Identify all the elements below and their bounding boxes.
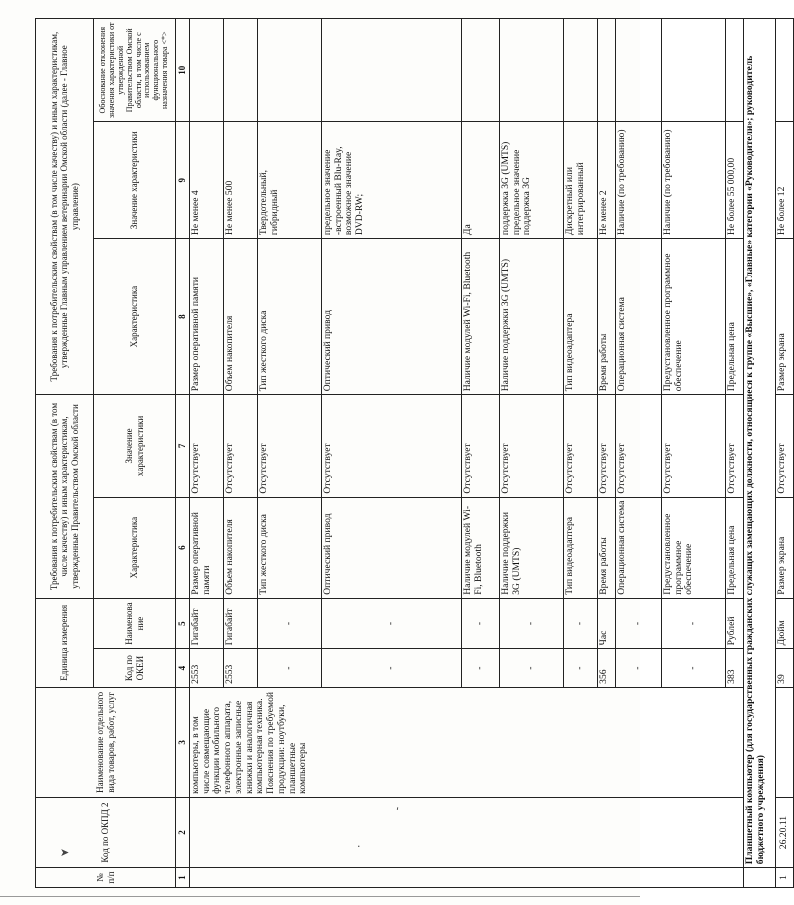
- cell-unit: -: [258, 598, 322, 649]
- cell-justification: [258, 19, 322, 122]
- section-title: Планшетный компьютер (для государственных гражданских служащих замещающих должности, относящиеся к группе «Высшие», «Главные» категории «Руководители»; руководитель бюджетного учреждения): [744, 19, 776, 868]
- cell-char: Объем накопителя: [224, 497, 258, 598]
- table-body: [190, 19, 744, 888]
- cell-justification: [616, 19, 662, 122]
- cell-char2: Время работы: [598, 239, 616, 395]
- cell-value: Отсутствует: [190, 395, 224, 497]
- cell-unit: -: [616, 598, 662, 649]
- last-row-value2: Не более 12: [776, 122, 794, 239]
- cell-justification: [564, 19, 598, 122]
- cell-okei: -: [500, 649, 564, 687]
- cell-char2: Объем накопителя: [224, 239, 258, 395]
- product-name: компьютеры, в том числе совмещающие функции мобильного телефонного аппарата, электронные записные книжки и аналогичная компьютерная техника. Пояснения по требуемой продукции: ноутбуки, планшетные компьютеры: [190, 687, 744, 797]
- header-product-name: Наименование отдельного вида товаров, работ, услуг: [36, 687, 176, 797]
- cell-okei: 2553: [224, 649, 258, 687]
- cell-value2: Не менее 2: [598, 122, 616, 239]
- cell-value2: Твердотельный, гибридный: [258, 122, 322, 239]
- header-value-2: Значение характеристики: [94, 122, 176, 239]
- header-characteristic: Характеристика: [94, 497, 176, 598]
- last-row-unit: Дюйм: [776, 598, 794, 649]
- row-num-empty: [190, 868, 744, 888]
- header-okei: Код по ОКЕИ: [94, 649, 176, 687]
- header-value: Значение характеристики: [94, 395, 176, 497]
- cell-unit: -: [462, 598, 500, 649]
- requirements-table: [35, 18, 794, 888]
- scan-artifact-mark: ʹ: [396, 806, 400, 819]
- cell-value2: Да: [462, 122, 500, 239]
- cell-char2: Оптический привод: [322, 239, 462, 395]
- scan-artifact-mark: ·: [357, 840, 361, 853]
- last-row-value: Отсутствует: [776, 395, 794, 497]
- cell-justification: [500, 19, 564, 122]
- header-okpd: Код по ОКПД 2: [36, 797, 176, 867]
- cell-value2: Не менее 4: [190, 122, 224, 239]
- cell-unit: Гигабайт: [224, 598, 258, 649]
- cell-char: Наличие модулей Wi-Fi, Bluetooth: [462, 497, 500, 598]
- cell-value: Отсутствует: [598, 395, 616, 497]
- cell-char: Тип жесткого диска: [258, 497, 322, 598]
- cell-value: Отсутствует: [616, 395, 662, 497]
- header-justification: Обоснование отклонения значения характеристики от утвержденной Правительством Омской области, в том числе с использованием функционального назначения товара <*>: [94, 19, 176, 122]
- cell-okei: 383: [726, 649, 744, 687]
- cell-char: Время работы: [598, 497, 616, 598]
- header-num: № п/п: [36, 868, 176, 888]
- cell-value: Отсутствует: [500, 395, 564, 497]
- cell-okei: -: [662, 649, 726, 687]
- cell-justification: [322, 19, 462, 122]
- cell-value: Отсутствует: [258, 395, 322, 497]
- cell-okei: -: [258, 649, 322, 687]
- cell-okei: 2553: [190, 649, 224, 687]
- scan-artifact-mark: ➤: [60, 846, 70, 859]
- header-gov-group: Требования к потребительским свойствам (в том числе качеству) и иным характеристикам, утвержденные Правительством Омской области: [36, 395, 94, 599]
- cell-char: Размер оперативной памяти: [190, 497, 224, 598]
- cell-okei: -: [616, 649, 662, 687]
- cell-justification: [462, 19, 500, 122]
- cell-unit: Час: [598, 598, 616, 649]
- cell-value: Отсутствует: [462, 395, 500, 497]
- cell-char: Оптический привод: [322, 497, 462, 598]
- cell-unit: -: [564, 598, 598, 649]
- cell-justification: [726, 19, 744, 122]
- cell-char: Предустановленное программное обеспечение: [662, 497, 726, 598]
- cell-char: Наличие поддержки 3G (UMTS): [500, 497, 564, 598]
- cell-char2: Предельная цена: [726, 239, 744, 395]
- scan-edge-bottom: [0, 896, 640, 897]
- cell-justification: [224, 19, 258, 122]
- cell-char2: Наличие модулей Wi-Fi, Bluetooth: [462, 239, 500, 395]
- cell-justification: [598, 19, 616, 122]
- cell-value2: поддержка 3G (UMTS) предельное значение поддержка 3G: [500, 122, 564, 239]
- last-row-char: Размер экрана: [776, 497, 794, 598]
- cell-unit: Гигабайт: [190, 598, 224, 649]
- cell-okei: -: [564, 649, 598, 687]
- section-spacer: [744, 868, 776, 888]
- cell-unit: -: [500, 598, 564, 649]
- last-row-justification: [776, 19, 794, 122]
- cell-okei: 356: [598, 649, 616, 687]
- last-row-okpd: 26.20.11: [776, 797, 794, 867]
- header-units-group: Единица измерения: [36, 598, 94, 687]
- col-number: 10: [176, 19, 190, 122]
- header-vet-group: Требования к потребительским свойствам (в том числе качеству) и иным характеристикам, утвержденные Главным управлением ветеринарии Омской области (далее - Главное управление): [36, 19, 94, 395]
- cell-char: Операционная система: [616, 497, 662, 598]
- col-number: 4: [176, 649, 190, 687]
- cell-value2: Не менее 500: [224, 122, 258, 239]
- cell-value2: предельное значение -встроенный Blu-Ray, возможное значение DVD-RW;: [322, 122, 462, 239]
- col-number: 3: [176, 687, 190, 797]
- cell-value2: Дискретный или интегрированный: [564, 122, 598, 239]
- col-number: 6: [176, 497, 190, 598]
- cell-value2: Наличие (по требованию): [662, 122, 726, 239]
- cell-char2: Наличие поддержки 3G (UMTS): [500, 239, 564, 395]
- rotated-table-container: [35, 18, 790, 888]
- cell-value2: Не более 55 000,00: [726, 122, 744, 239]
- cell-value2: Наличие (по требованию): [616, 122, 662, 239]
- cell-okei: -: [322, 649, 462, 687]
- col-number: 2: [176, 797, 190, 867]
- header-unit-name: Наименова ние: [94, 598, 176, 649]
- cell-value: Отсутствует: [564, 395, 598, 497]
- col-number: 7: [176, 395, 190, 497]
- cell-char: Тип видеоадаптера: [564, 497, 598, 598]
- cell-value: Отсутствует: [726, 395, 744, 497]
- table-row: [190, 19, 224, 888]
- cell-justification: [190, 19, 224, 122]
- cell-okei: -: [462, 649, 500, 687]
- col-number: 5: [176, 598, 190, 649]
- cell-unit: Рублей: [726, 598, 744, 649]
- cell-value: Отсутствует: [322, 395, 462, 497]
- last-row-num: 1: [776, 868, 794, 888]
- row-okpd-empty: [190, 797, 744, 867]
- cell-unit: -: [322, 598, 462, 649]
- cell-char2: Тип видеоадаптера: [564, 239, 598, 395]
- last-row-char2: Размер экрана: [776, 239, 794, 395]
- cell-char: Предельная цена: [726, 497, 744, 598]
- col-number: 8: [176, 239, 190, 395]
- cell-value: Отсутствует: [662, 395, 726, 497]
- cell-value: Отсутствует: [224, 395, 258, 497]
- cell-char2: Размер оперативной памяти: [190, 239, 224, 395]
- cell-char2: Тип жесткого диска: [258, 239, 322, 395]
- header-characteristic-2: Характеристика: [94, 239, 176, 395]
- last-row-name: [776, 687, 794, 797]
- cell-unit: -: [662, 598, 726, 649]
- last-row-okei: 39: [776, 649, 794, 687]
- cell-char2: Предустановленное программное обеспечение: [662, 239, 726, 395]
- cell-justification: [662, 19, 726, 122]
- col-number: 1: [176, 868, 190, 888]
- col-number: 9: [176, 122, 190, 239]
- cell-char2: Операционная система: [616, 239, 662, 395]
